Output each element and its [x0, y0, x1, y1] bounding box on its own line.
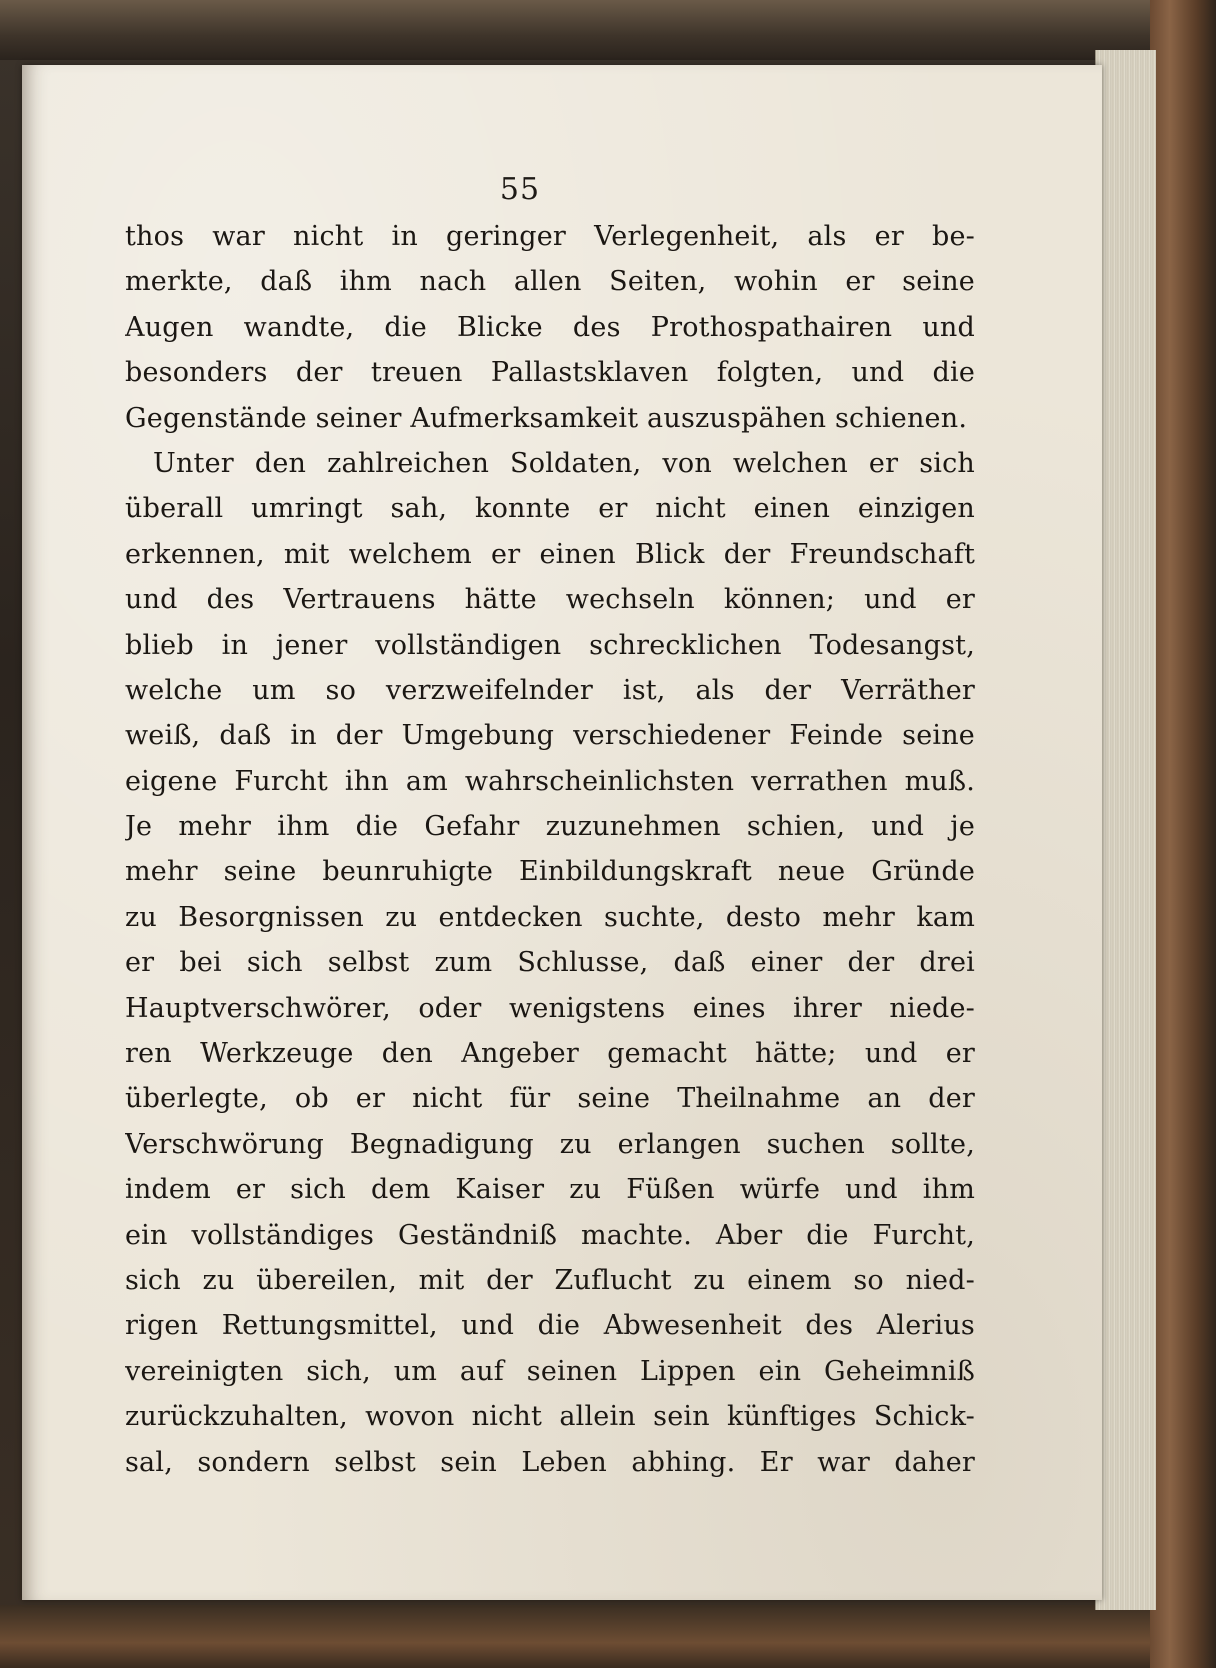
text-line: besonders der treuen Pallastsklaven folgten, und die	[125, 357, 975, 389]
text-line: sal, sondern selbst sein Leben abhing. Er war daher	[125, 1446, 975, 1478]
book-cover-edge	[1150, 0, 1216, 1668]
text-line: Unter den zahlreichen Soldaten, von welchen er sich	[153, 447, 975, 479]
text-line: welche um so verzweifelnder ist, als der Verräther	[125, 674, 975, 706]
text-line: Gegenstände seiner Aufmerksamkeit auszuspähen schienen.	[125, 402, 968, 434]
text-line: Verschwörung Begnadigung zu erlangen suchen sollte,	[125, 1128, 975, 1160]
text-line: mehr seine beunruhigte Einbildungskraft neue Gründe	[125, 856, 975, 888]
text-line: indem er sich dem Kaiser zu Füßen würfe und ihm	[125, 1174, 975, 1206]
text-line: Hauptverschwörer, oder wenigstens eines ihrer niede-	[125, 992, 975, 1024]
text-line: zurückzuhalten, wovon nicht allein sein künftiges Schick-	[125, 1401, 975, 1433]
text-line: ein vollständiges Geständniß machte. Aber die Furcht,	[125, 1219, 975, 1251]
text-line: überall umringt sah, konnte er nicht einen einzigen	[125, 493, 975, 525]
text-line: er bei sich selbst zum Schlusse, daß einer der drei	[125, 947, 975, 979]
text-line: merkte, daß ihm nach allen Seiten, wohin er seine	[125, 266, 975, 298]
book-top-edge	[0, 0, 1216, 60]
text-line: thos war nicht in geringer Verlegenheit, als er be-	[125, 221, 975, 252]
text-line: blieb in jener vollständigen schrecklichen Todesangst,	[125, 629, 975, 661]
text-line: und des Vertrauens hätte wechseln können; und er	[125, 584, 975, 616]
text-line: eigene Furcht ihn am wahrscheinlichsten verrathen muß.	[125, 765, 975, 797]
text-line: rigen Rettungsmittel, und die Abwesenheit des Alerius	[125, 1310, 975, 1342]
text-line: Augen wandte, die Blicke des Prothospathairen und	[125, 311, 975, 343]
text-line: weiß, daß in der Umgebung verschiedener Feinde seine	[125, 720, 975, 752]
page-stack	[1095, 50, 1156, 1610]
text-line: ren Werkzeuge den Angeber gemacht hätte; und er	[125, 1038, 975, 1070]
text-line: erkennen, mit welchem er einen Blick der Freundschaft	[125, 538, 975, 570]
body-text	[125, 214, 975, 1485]
text-line: überlegte, ob er nicht für seine Theilnahme an der	[125, 1083, 975, 1115]
text-line: Je mehr ihm die Gefahr zuzunehmen schien, und je	[125, 811, 975, 843]
text-line: zu Besorgnissen zu entdecken suchte, desto mehr kam	[125, 901, 975, 933]
text-line: vereinigten sich, um auf seinen Lippen ein Geheimniß	[125, 1355, 975, 1387]
text-line: sich zu übereilen, mit der Zuflucht zu einem so nied-	[125, 1264, 975, 1296]
page-number: 55	[499, 172, 541, 207]
book-bottom-edge	[0, 1605, 1216, 1668]
